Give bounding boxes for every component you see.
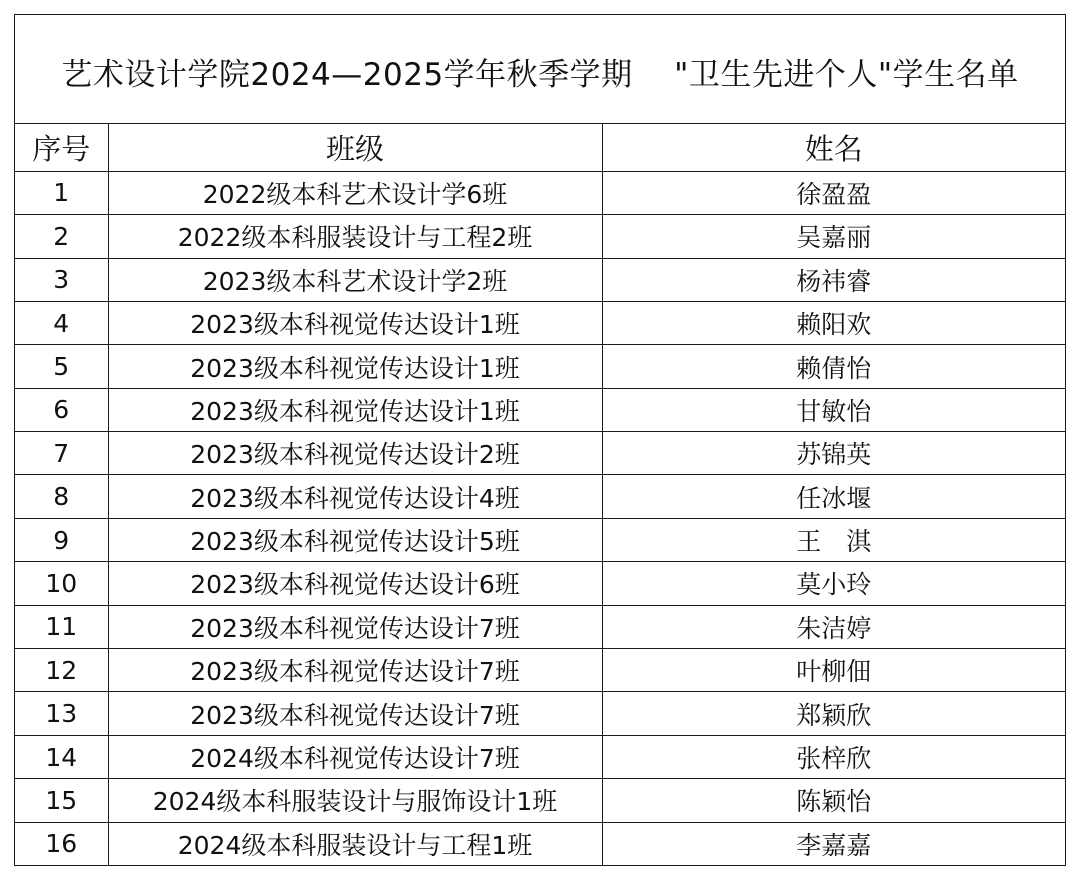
- cell-name: 朱洁婷: [602, 605, 1065, 648]
- cell-class: 2023级本科视觉传达设计5班: [108, 518, 602, 561]
- cell-name: 任冰堰: [602, 475, 1065, 518]
- cell-number: 6: [15, 388, 108, 431]
- table-row: [15, 171, 1065, 214]
- cell-number: 1: [15, 171, 108, 214]
- table-row: [15, 735, 1065, 778]
- cell-class: 2023级本科视觉传达设计1班: [108, 345, 602, 388]
- cell-class: 2024级本科服装设计与工程1班: [108, 822, 602, 865]
- cell-number: 16: [15, 822, 108, 865]
- cell-number: 4: [15, 301, 108, 344]
- cell-number: 11: [15, 605, 108, 648]
- cell-number: 7: [15, 432, 108, 475]
- cell-class: 2023级本科视觉传达设计1班: [108, 301, 602, 344]
- table-row: [15, 301, 1065, 344]
- cell-class: 2022级本科服装设计与工程2班: [108, 215, 602, 258]
- table-row: [15, 518, 1065, 561]
- cell-number: 8: [15, 475, 108, 518]
- cell-name: 王 淇: [602, 518, 1065, 561]
- cell-number: 10: [15, 562, 108, 605]
- header-row: [15, 124, 1065, 172]
- table-row: [15, 692, 1065, 735]
- roster-sheet: [14, 14, 1066, 866]
- table-row: [15, 562, 1065, 605]
- cell-name: 莫小玲: [602, 562, 1065, 605]
- table-row: [15, 649, 1065, 692]
- cell-name: 苏锦英: [602, 432, 1065, 475]
- table-body: [15, 171, 1065, 865]
- cell-class: 2023级本科视觉传达设计1班: [108, 388, 602, 431]
- cell-name: 叶柳佃: [602, 649, 1065, 692]
- cell-class: 2023级本科视觉传达设计4班: [108, 475, 602, 518]
- table-row: [15, 345, 1065, 388]
- cell-name: 徐盈盈: [602, 171, 1065, 214]
- table-row: [15, 432, 1065, 475]
- cell-number: 13: [15, 692, 108, 735]
- cell-name: 李嘉嘉: [796, 830, 872, 860]
- table-row: [15, 258, 1065, 301]
- title-row: [15, 15, 1065, 124]
- cell-class: 2023级本科视觉传达设计7班: [108, 692, 602, 735]
- cell-name: 吴嘉丽: [602, 215, 1065, 258]
- cell-name: 杨祎睿: [602, 258, 1065, 301]
- table-row: [15, 475, 1065, 518]
- cell-number: 9: [15, 518, 108, 561]
- cell-number: 5: [15, 345, 108, 388]
- cell-number: 14: [15, 735, 108, 778]
- table-row: [15, 215, 1065, 258]
- table-header: [15, 124, 1065, 172]
- roster-table: [15, 124, 1065, 865]
- cell-name: 甘敏怡: [602, 388, 1065, 431]
- cell-number: 3: [15, 258, 108, 301]
- table-row: [15, 779, 1065, 822]
- header-name: 姓名: [602, 124, 1065, 172]
- header-class: 班级: [108, 124, 602, 172]
- cell-class: 2023级本科视觉传达设计7班: [108, 649, 602, 692]
- table-row: [15, 388, 1065, 431]
- cell-name: 郑颖欣: [602, 692, 1065, 735]
- cell-class: 2023级本科视觉传达设计6班: [108, 562, 602, 605]
- cell-class: 2023级本科艺术设计学2班: [108, 258, 602, 301]
- table-row: [15, 822, 1065, 865]
- header-number: 序号: [15, 124, 108, 172]
- cell-class: 2024级本科视觉传达设计7班: [108, 735, 602, 778]
- cell-class: 2023级本科视觉传达设计2班: [108, 432, 602, 475]
- cell-number: 15: [15, 779, 108, 822]
- cell-number: 2: [15, 215, 108, 258]
- cell-class: 2024级本科服装设计与服饰设计1班: [108, 779, 602, 822]
- cell-class: 2023级本科视觉传达设计7班: [108, 605, 602, 648]
- cell-class: 2022级本科艺术设计学6班: [108, 171, 602, 214]
- cell-name: 张梓欣: [602, 735, 1065, 778]
- cell-name: 赖倩怡: [602, 345, 1065, 388]
- table-row: [15, 605, 1065, 648]
- cell-number: 12: [15, 649, 108, 692]
- cell-name: 陈颖怡: [602, 779, 1065, 822]
- cell-name: 赖阳欢: [602, 301, 1065, 344]
- page-title: 艺术设计学院2024—2025学年秋季学期 "卫生先进个人"学生名单: [61, 57, 1019, 94]
